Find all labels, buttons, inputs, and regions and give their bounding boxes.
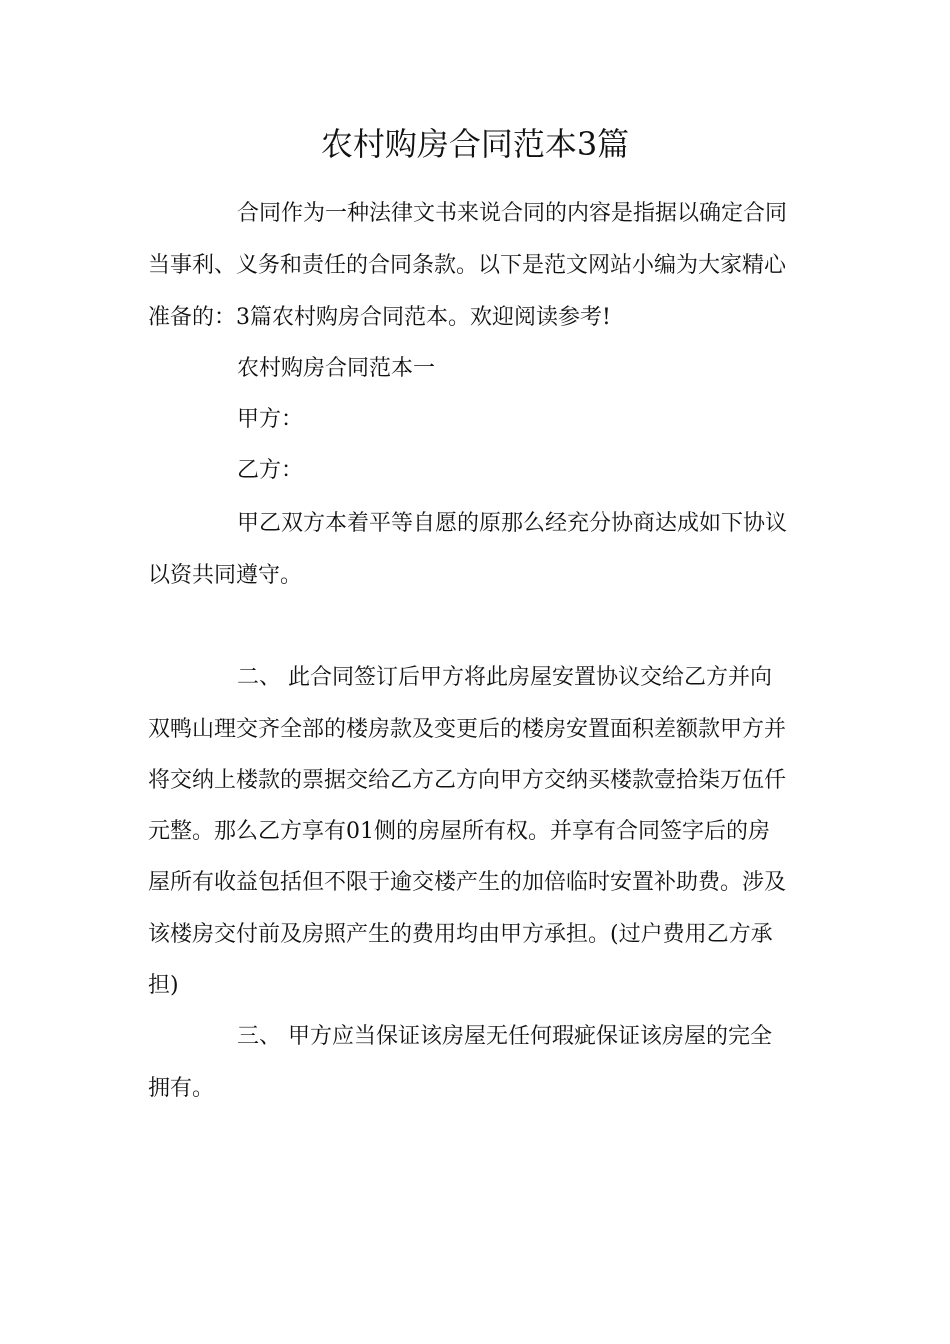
clause-two-line: 元整。那么乙方享有01侧的房屋所有权。并享有合同签字后的房 [148,819,770,844]
section-heading: 农村购房合同范本一 [237,356,436,381]
party-a-label: 甲方： [237,407,304,432]
intro-line: 准备的：3篇农村购房合同范本。欢迎阅读参考! [148,305,611,330]
clause-two-line: 二、 此合同签订后甲方将此房屋安置协议交给乙方并向 [237,665,772,690]
clause-two-line: 该楼房交付前及房照产生的费用均由甲方承担。(过户费用乙方承 [148,922,773,947]
agreement-line: 甲乙双方本着平等自愿的原那么经充分协商达成如下协议 [237,511,788,536]
intro-line: 合同作为一种法律文书来说合同的内容是指据以确定合同 [237,201,788,226]
clause-two-line: 将交纳上楼款的票据交给乙方乙方向甲方交纳买楼款壹拾柒万伍仟 [148,768,787,793]
agreement-line: 以资共同遵守。 [148,563,303,588]
clause-two-line: 屋所有收益包括但不限于逾交楼产生的加倍临时安置补助费。涉及 [148,870,787,895]
party-b-label: 乙方： [237,458,304,483]
clause-three-line: 三、 甲方应当保证该房屋无任何瑕疵保证该房屋的完全 [237,1024,772,1049]
clause-two-line: 担) [148,973,179,998]
clause-three-line: 拥有。 [148,1076,215,1101]
document-title: 农村购房合同范本3篇 [320,125,630,163]
clause-two-line: 双鸭山理交齐全部的楼房款及变更后的楼房安置面积差额款甲方并 [148,717,787,742]
intro-line: 当事利、义务和责任的合同条款。以下是范文网站小编为大家精心 [148,253,787,278]
